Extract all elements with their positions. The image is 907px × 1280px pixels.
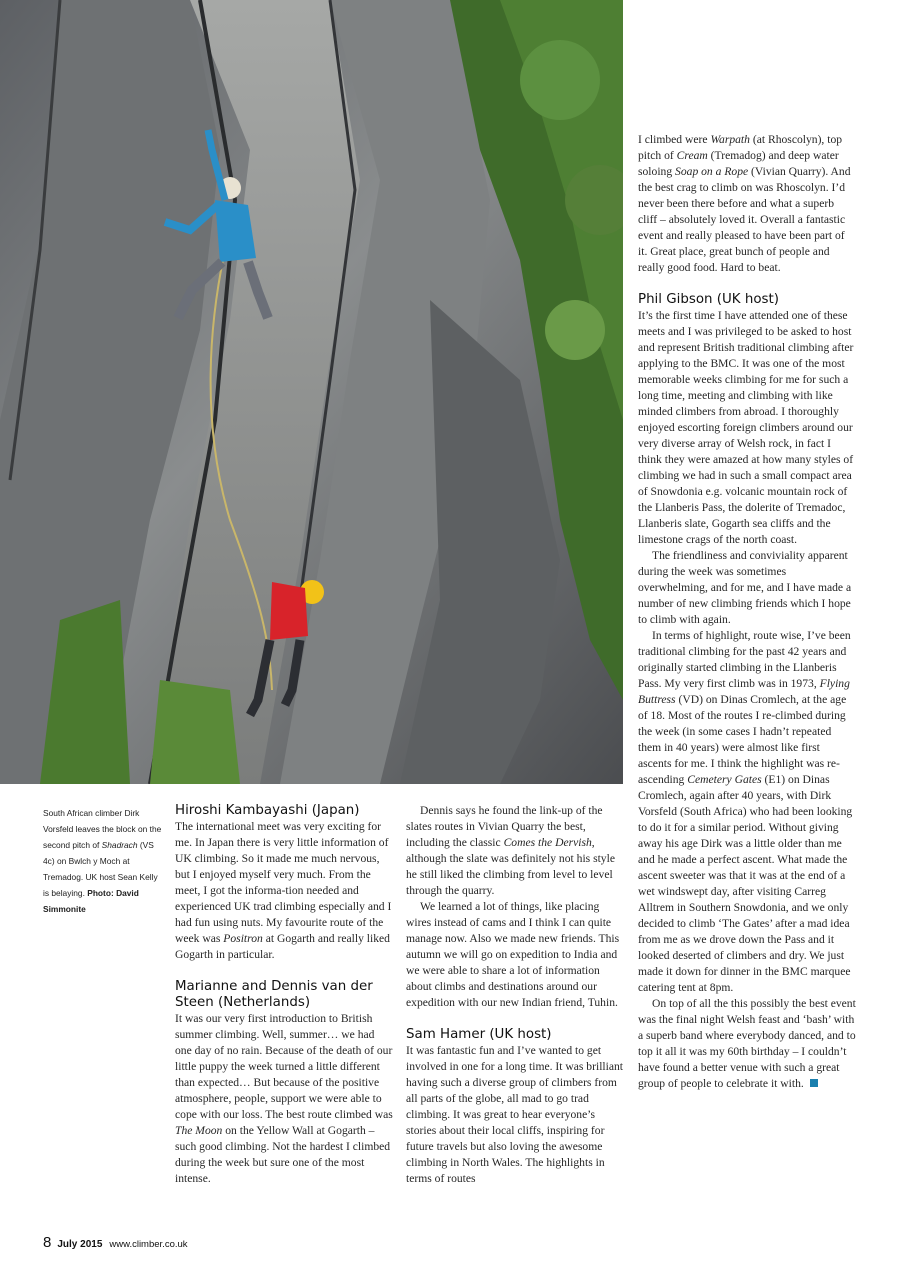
article-column-1 <box>175 803 393 1187</box>
section-heading-hiroshi: Hiroshi Kambayashi (Japan) <box>175 803 360 818</box>
paragraph: It was our very first introduction to British summer climbing. Well, summer… we had one day of no rain. Because of the death of our little puppy the week turned a little different than expected… But because of the positive atmosphere, people, support we were able to cope with our loss. The best route climbed was The Moon on the Yellow Wall at Gogarth – such good climbing. Not the hardest I climbed during the week but sure one of the most intense. <box>175 1012 393 1185</box>
climbing-photo <box>0 0 623 784</box>
paragraph: We learned a lot of things, like placing wires instead of cams and I think I can quite manage now. Also we made new friends. This autumn we will go on expedition to India and we were able to share a lot of information about climbs and destinations around our expedition with our new Indian friend, Tuhin. <box>406 900 620 1009</box>
section-heading-sam: Sam Hamer (UK host) <box>406 1027 552 1042</box>
paragraph: In terms of highlight, route wise, I’ve been traditional climbing for the past 42 years and originally started climbing in the Llanberis Pass. My very first climb was in 1973, Flying Buttress (VD) on Dinas Cromlech, at the age of 18. Most of the routes I re-climbed during the week (in some cases I hadn’t repeated them in 40 years) were almost like first ascents for me. I think the highlight was re-ascending Cemetery Gates (E1) on Dinas Cromlech, again after 40 years, with Dirk Vorsfeld (South Africa) who had been looking to do it for a similar period. Without giving away his age Dirk was a little older than me and he made a perfect ascent. What made the ascent sweeter was that it was at the end of a wet windswept day, after visiting Carreg Alltrem in Southern Snowdonia, and we only decided to climb ‘The Gates’ after a mad idea from me as we drove down the Pass and it looked deserted of climbers and dry. We just made it down for dinner in the BMC marquee catering tent at 8pm. <box>638 629 853 994</box>
section-heading-marianne: Marianne and Dennis van der Steen (Netherlands) <box>175 979 373 1010</box>
paragraph: Dennis says he found the link-up of the slates routes in Vivian Quarry the best, including the classic Comes the Dervish, although the slate was definitely not his style he still liked the climbing from level to level through the quarry. <box>406 804 615 897</box>
end-mark-icon <box>810 1079 818 1087</box>
page-footer <box>43 1234 188 1252</box>
paragraph: It’s the first time I have attended one of these meets and I was privileged to be asked to host and represent British traditional climbing after applying to the BMC. It was one of the most memorable weeks climbing for me for such a long time, meeting and climbing with like minded climbers from abroad. I thoroughly enjoyed escorting foreign climbers around our very diverse array of Welsh rock, in fact I think they were amazed at how many styles of climbing we had in such a small compact area of Snowdonia e.g. volcanic mountain rock of the Llanberis Pass, the dolerite of Tremadoc, Llanberis slate, Gogarth sea cliffs and the limestone crags of the north coast. <box>638 309 854 546</box>
paragraph: I climbed were Warpath (at Rhoscolyn), top pitch of Cream (Tremadog) and deep water soloing Soap on a Rope (Vivian Quarry). And the best crag to climb on was Rhoscolyn. I’d never been there before and what a superb cliff – absolutely loved it. Overall a fantastic event and really pleased to have been part of it. Great place, great bunch of people and really good food. Hard to beat. <box>638 133 851 274</box>
website-url: www.climber.co.uk <box>109 1239 188 1250</box>
article-column-2 <box>406 803 624 1187</box>
paragraph: On top of all the this possibly the best event was the final night Welsh feast and ‘bash’ with a superb band where everybody danced, and to top it all it was my 60th birthday – I couldn’t have found a better venue with such a great group of people to celebrate it with. <box>638 997 856 1090</box>
article-column-3 <box>638 132 856 1092</box>
caption-route-name: Shadrach <box>101 840 138 850</box>
paragraph: The international meet was very exciting for me. In Japan there is very little information of UK climbing. So it made me much nervous, but I enjoyed myself very much. From the meet, I got the informa-tion needed and experienced UK trad climbing especially and I had fun using nuts. My favourite route of the week was Positron at Gogarth and really liked Gogarth in particular. <box>175 820 392 961</box>
page-number: 8 <box>43 1234 52 1251</box>
photo-caption: South African climber Dirk Vorsfeld leaves the block on the second pitch of Shadrach (VS 4c) on Bwlch y Moch at Tremadog. UK host Sean Kelly is belaying. Photo: David Simmonite <box>43 808 162 914</box>
paragraph: It was fantastic fun and I’ve wanted to get involved in one for a long time. It was brilliant having such a diverse group of climbers from all parts of the globe, all mad to go trad climbing. It was great to hear everyone’s stories about their local cliffs, inspiring for future travels but also loving the awesome climbing in North Wales. The highlights in terms of routes <box>406 1044 624 1185</box>
section-heading-phil: Phil Gibson (UK host) <box>638 292 779 307</box>
issue-date: July 2015 <box>57 1239 103 1250</box>
photo-credit: Photo: David Simmonite <box>43 888 139 914</box>
paragraph: The friendliness and conviviality apparent during the week was sometimes overwhelming, and for me, and I have made a number of new climbing friends which I hope to climb with again. <box>638 549 852 626</box>
